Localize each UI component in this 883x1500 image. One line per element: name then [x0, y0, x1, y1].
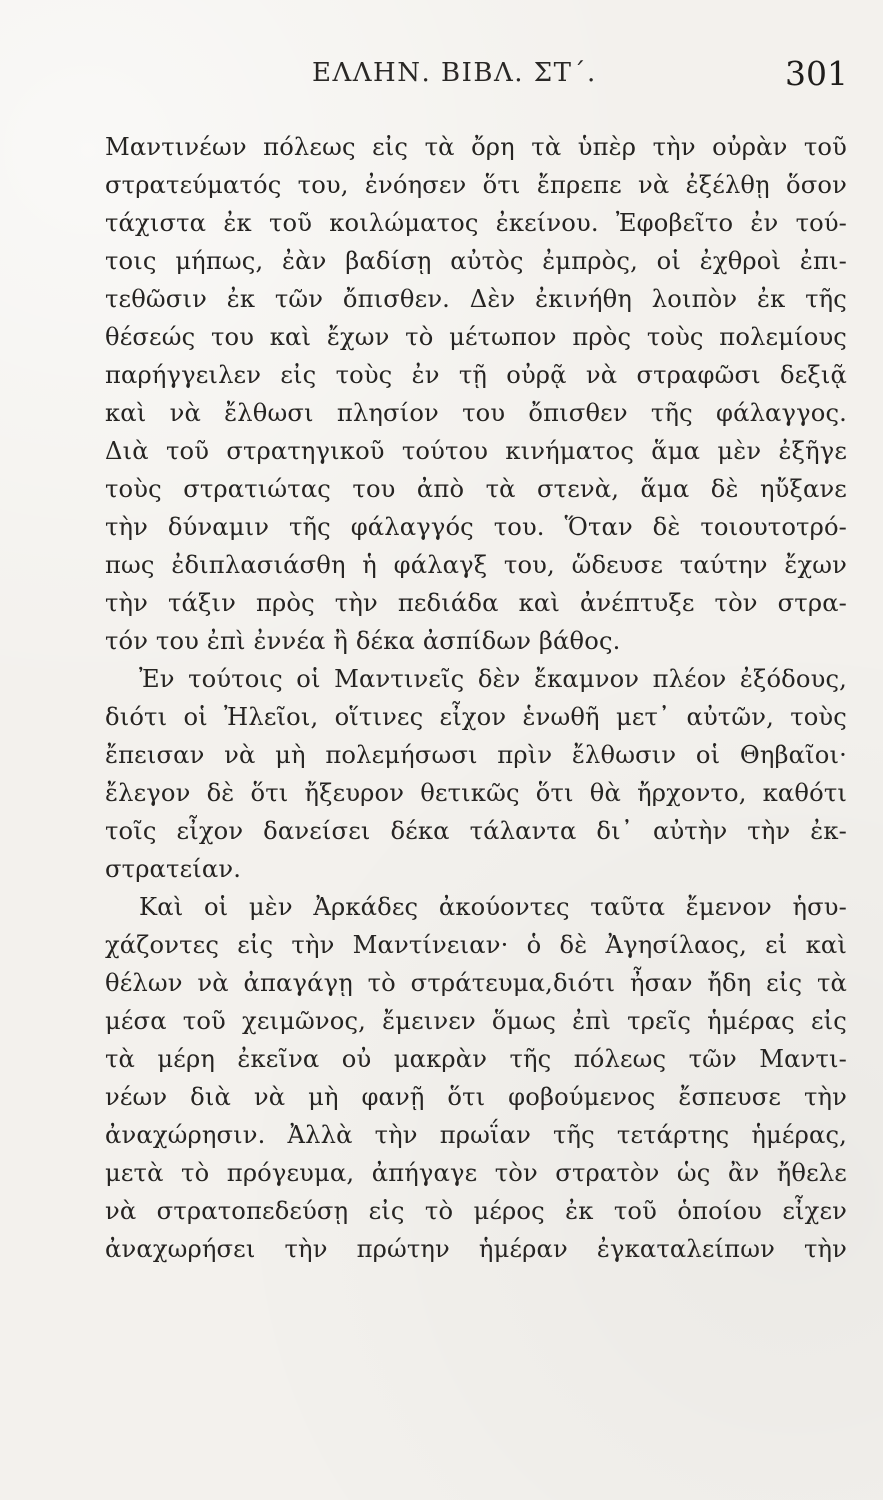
paragraph-start-line: Ἐν τούτοις οἱ Μαντινεῖς δὲν ἔκαμνον πλέον ἐξόδους, — [139, 665, 847, 693]
text-line: ἀναχωρήσει τὴν πρώτην ἡμέραν ἐγκαταλείπων τὴν — [105, 1235, 847, 1263]
text-line: τοὺς στρατιώτας του ἀπὸ τὰ στενὰ, ἅμα δὲ ηὔξανε — [105, 475, 847, 503]
text-line: θέσεώς του καὶ ἔχων τὸ μέτωπον πρὸς τοὺς πολεμίους — [105, 323, 847, 351]
text-line: ἔπεισαν νὰ μὴ πολεμήσωσι πρὶν ἔλθωσιν οἱ Θηβαῖοι· — [105, 741, 847, 769]
text-line: μέσα τοῦ χειμῶνος, ἔμεινεν ὅμως ἐπὶ τρεῖς ἡμέρας εἰς — [105, 1007, 847, 1035]
paragraph-end-line: τόν του ἐπὶ ἐννέα ἢ δέκα ἀσπίδων βάθος. — [105, 627, 621, 655]
page-number: 301 — [785, 54, 848, 93]
text-line: νέων διὰ νὰ μὴ φανῇ ὅτι φοβούμενος ἔσπευσε τὴν — [105, 1083, 847, 1111]
text-line: τὴν δύναμιν τῆς φάλαγγός του. Ὅταν δὲ τοιουτοτρό- — [105, 513, 847, 541]
text-line: Μαντινέων πόλεως εἰς τὰ ὄρη τὰ ὑπὲρ τὴν οὐρὰν τοῦ — [105, 133, 847, 161]
text-line: τὰ μέρη ἐκεῖνα οὐ μακρὰν τῆς πόλεως τῶν Μαντι- — [105, 1045, 847, 1073]
text-line: νὰ στρατοπεδεύσῃ εἰς τὸ μέρος ἐκ τοῦ ὁποίου εἶχεν — [105, 1197, 847, 1225]
running-header — [0, 54, 883, 98]
text-line: στρατεύματός του, ἐνόησεν ὅτι ἔπρεπε νὰ ἐξέλθῃ ὅσον — [105, 171, 847, 199]
body-text — [105, 128, 847, 1268]
text-line: ἔλεγον δὲ ὅτι ἤξευρον θετικῶς ὅτι θὰ ἤρχοντο, καθότι — [105, 779, 847, 807]
text-line: χάζοντες εἰς τὴν Μαντίνειαν· ὁ δὲ Ἀγησίλαος, εἰ καὶ — [105, 931, 847, 959]
text-line: τεθῶσιν ἐκ τῶν ὄπισθεν. Δὲν ἐκινήθη λοιπὸν ἐκ τῆς — [105, 285, 847, 313]
text-line: πως ἐδιπλασιάσθη ἡ φάλαγξ του, ὥδευσε ταύτην ἔχων — [105, 551, 847, 579]
paragraph-end-line: στρατείαν. — [105, 855, 242, 883]
text-line: ἀναχώρησιν. Ἀλλὰ τὴν πρωΐαν τῆς τετάρτης ἡμέρας, — [105, 1121, 847, 1149]
text-line: Διὰ τοῦ στρατηγικοῦ τούτου κινήματος ἅμα μὲν ἐξῆγε — [105, 437, 847, 465]
running-title: ΕΛΛΗΝ. ΒΙΒΛ. ΣΤ΄. — [312, 58, 597, 88]
text-line: τὴν τάξιν πρὸς τὴν πεδιάδα καὶ ἀνέπτυξε τὸν στρα- — [105, 589, 847, 617]
text-line: παρήγγειλεν εἰς τοὺς ἐν τῇ οὐρᾷ νὰ στραφῶσι δεξιᾷ — [105, 361, 847, 389]
text-line: καὶ νὰ ἔλθωσι πλησίον του ὄπισθεν τῆς φάλαγγος. — [105, 399, 847, 427]
text-line: θέλων νὰ ἀπαγάγῃ τὸ στράτευμα,διότι ἦσαν ἤδη εἰς τὰ — [105, 969, 847, 997]
text-line: τοῖς εἶχον δανείσει δέκα τάλαντα δι᾽ αὐτὴν τὴν ἐκ- — [105, 817, 847, 845]
paragraph-start-line: Καὶ οἱ μὲν Ἀρκάδες ἀκούοντες ταῦτα ἔμενον ἡσυ- — [139, 893, 847, 921]
text-line: τάχιστα ἐκ τοῦ κοιλώματος ἐκείνου. Ἐφοβεῖτο ἐν τού- — [105, 209, 847, 237]
text-line: μετὰ τὸ πρόγευμα, ἀπήγαγε τὸν στρατὸν ὡς ἂν ἤθελε — [105, 1159, 847, 1187]
text-line: διότι οἱ Ἠλεῖοι, οἵτινες εἶχον ἑνωθῆ μετ᾽ αὐτῶν, τοὺς — [105, 703, 847, 731]
text-line: τοις μήπως, ἐὰν βαδίσῃ αὐτὸς ἐμπρὸς, οἱ ἐχθροὶ ἐπι- — [105, 247, 847, 275]
